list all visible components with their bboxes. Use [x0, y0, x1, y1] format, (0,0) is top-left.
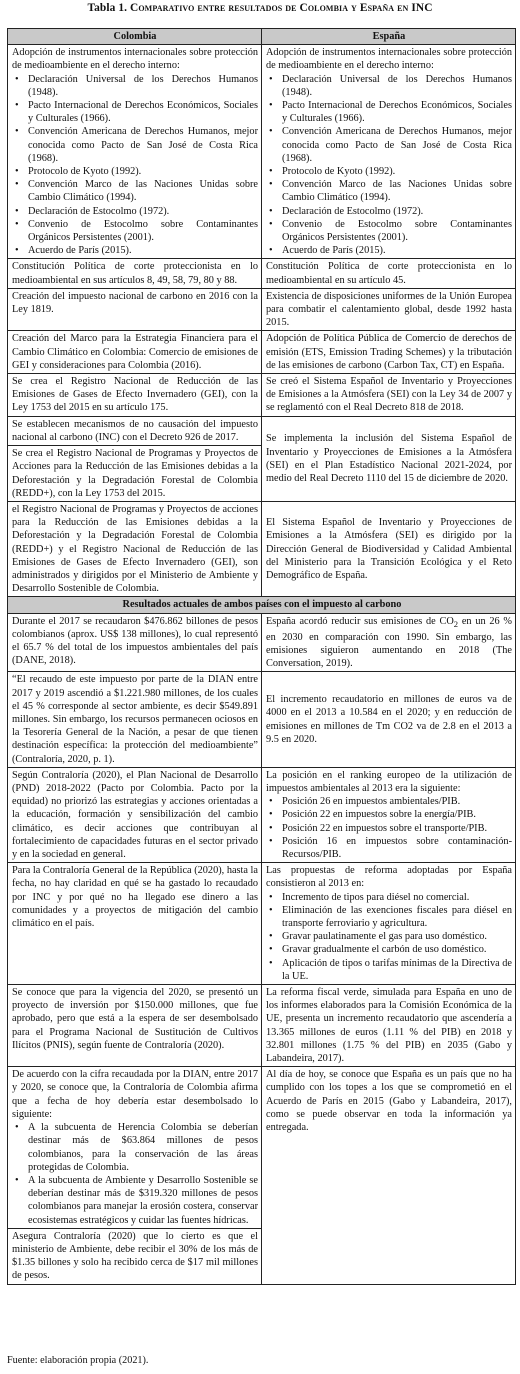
bullet-list	[266, 795, 512, 861]
list-item: • Acuerdo de París (2015).	[280, 244, 512, 257]
cell-espana	[262, 767, 516, 862]
cell-colombia: Se crea el Registro Nacional de Programas y Proyectos de Acciones para la Reducción de las Emisiones debidas a la Deforestación y la Degradación Forestal de Colombia (REDD+), con la Ley 1753 del 2015.	[8, 446, 262, 502]
cell-colombia: Asegura Contraloría (2020) que lo cierto es que el ministerio de Ambiente, debe recibir el 30% de los más de $1.35 billones y solo ha recibido cerca de $17 mil millones de pesos.	[8, 1228, 262, 1284]
list-item: • Convención Americana de Derechos Humanos, mejor conocida como Pacto de San José de Costa Rica (1968).	[26, 125, 258, 165]
cell-colombia: Según Contraloría (2020), el Plan Nacional de Desarrollo (PND) 2018-2022 (Pacto por Colombia. Pacto por la equidad) no priorizó las estrategias y acciones orientadas a la educación, formación y sensibilización del cambio climático, es decir acciones que contribuyan al fortalecimiento de capacidades futuras en el sector privado y en la sociedad en general.	[8, 767, 262, 862]
list-item: • Convención Marco de las Naciones Unidas sobre Cambio Climático (1994).	[280, 178, 512, 204]
cell-intro: Adopción de instrumentos internacionales sobre protección de medioambiente en el derecho interno:	[12, 47, 258, 72]
list-item: • Acuerdo de París (2015).	[26, 244, 258, 257]
cell-colombia: el Registro Nacional de Programas y Proyectos de acciones para la Reducción de las Emisiones debidas a la Deforestación y la Degradación Forestal de Colombia (REDD+) y el Registro Nacional de Reducción de las Emisiones de Gases de Efecto Invernadero (GEI), son administrados y dirigidos por el Ministerio de Ambiente y Desarrollo Sostenible de Colombia.	[8, 501, 262, 596]
list-item: • Convenio de Estocolmo sobre Contaminantes Orgánicos Persistentes (2001).	[280, 218, 512, 244]
cell-colombia: Constitución Política de corte proteccionista en lo medioambiental en sus artículos 8, 49, 58, 79, 80 y 88.	[8, 259, 262, 288]
cell-espana: Al día de hoy, se conoce que España es un país que no ha cumplido con los topes a los que se comprometió en el Acuerdo de París en 2015 (Gabo y Labandeira, 2017), como se puede observar en toda la información ya entregada.	[262, 1067, 516, 1284]
table-title-prefix: Tabla 1.	[87, 2, 131, 14]
cell-colombia: Creación del Marco para la Estrategia Financiera para el Cambio Climático en Colombia: Comercio de emisiones de GEI y consideraciones para Colombia (2016).	[8, 331, 262, 374]
list-item: • Gravar paulatinamente el gas para uso doméstico.	[280, 930, 512, 943]
cell-intro: De acuerdo con la cifra recaudada por la DIAN, entre 2017 y 2020, se conoce que, la Contraloría de Colombia afirma que a fecha de hoy debería estar desembolsado lo siguiente:	[12, 1069, 258, 1120]
list-item: • Protocolo de Kyoto (1992).	[280, 165, 512, 178]
list-item: • Posición 22 en impuestos sobre el transporte/PIB.	[280, 822, 512, 835]
cell-colombia: “El recaudo de este impuesto por parte de la DIAN entre 2017 y 2019 ascendió a $1.221.980 millones, de los cuales el 45 % corresponde al sector ambiente, es decir $549.891 millones. Sin embargo, los recursos permanecen ociosos en la Tesorería General de la Nación, a pesar de que tienen destinación específica: la protección del medioambiente” (Contraloría, 2020, p. 1).	[8, 672, 262, 767]
cell-espana: Se creó el Sistema Español de Inventario y Proyecciones de Emisiones a la Atmósfera (SEI) con la Ley 34 de 2007 y se reglamentó con el Real Decreto 818 de 2018.	[262, 374, 516, 417]
cell-colombia	[8, 45, 262, 259]
header-espana: España	[262, 29, 516, 45]
list-item: • Pacto Internacional de Derechos Económicos, Sociales y Culturales (1966).	[280, 99, 512, 125]
table-row	[8, 501, 516, 596]
bullet-list	[12, 1121, 258, 1227]
table-row	[8, 985, 516, 1067]
cell-espana: El Sistema Español de Inventario y Proyecciones de Emisiones a la Atmósfera (SEI) es dirigido por la Dirección General de Biodiversidad y Calidad Ambiental del Ministerio para la Transición Ecológica y el Reto Demográfico de España.	[262, 501, 516, 596]
list-item: • Declaración de Estocolmo (1972).	[280, 205, 512, 218]
list-item: • A la subcuenta de Herencia Colombia se deberían destinar más de $63.864 millones de pesos colombianos, para la conservación de las áreas protegidas de Colombia.	[26, 1121, 258, 1174]
cell-espana: Constitución Política de corte proteccionista en lo medioambiental en su artículo 45.	[262, 259, 516, 288]
bullet-list	[12, 73, 258, 258]
table-row	[8, 416, 516, 445]
cell-colombia	[8, 1067, 262, 1228]
list-item: • Aplicación de tipos o tarifas mínimas de la Directiva de la UE.	[280, 957, 512, 983]
table-row	[8, 863, 516, 985]
co2-text-post: en un 26 % en 2030 en comparación con 1990. Sin embargo, las emisiones siguieron aumentando en 2018 (The Conversation, 2019).	[266, 615, 512, 670]
list-item: • Posición 16 en impuestos sobre contaminación-Recursos/PIB.	[280, 835, 512, 861]
cell-colombia: Para la Contraloría General de la República (2020), hasta la fecha, no hay claridad en qué se ha gastado lo recaudado por INC y por qué no ha llegado ese dinero a las comunidades y a proyectos de mitigación del cambio climático en el país.	[8, 863, 262, 985]
table-row	[8, 767, 516, 862]
list-item: • Posición 22 en impuestos sobre la energía/PIB.	[280, 808, 512, 821]
table-title-text: Comparativo entre resultados de Colombia y España en INC	[130, 2, 433, 14]
list-item: • Convenio de Estocolmo sobre Contaminantes Orgánicos Persistentes (2001).	[26, 218, 258, 244]
cell-espana	[262, 863, 516, 985]
cell-intro: La posición en el ranking europeo de la utilización de impuestos ambientales al 2013 era la siguiente:	[266, 769, 512, 795]
cell-espana	[262, 45, 516, 259]
table-row	[8, 259, 516, 288]
cell-colombia: Se conoce que para la vigencia del 2020, se presentó un proyecto de inversión por $150.000 millones, que fue aprobado, pero que está a la espera de ser desembolsado para el Programa Nacional de Sustitución de Cultivos Ilícitos (PNIS), según fuente de Contraloría (2020).	[8, 985, 262, 1067]
list-item: • Posición 26 en impuestos ambientales/PIB.	[280, 795, 512, 808]
table-header-row	[8, 29, 516, 45]
table-row	[8, 331, 516, 374]
table-row	[8, 288, 516, 331]
cell-espana: La reforma fiscal verde, simulada para España en uno de los informes elaborados para la Comisión Económica de la UE, presenta un incremento recaudatorio que ascendería a 13.365 millones de euros (1.11 % del PIB) en 2018 y 32.801 millones (1.75 % del PIB) en 2035 (Gabo y Labandeira, 2017).	[262, 985, 516, 1067]
source-note: Fuente: elaboración propia (2021).	[7, 1355, 149, 1366]
header-colombia: Colombia	[8, 29, 262, 45]
list-item: • Incremento de tipos para diésel no comercial.	[280, 891, 512, 904]
cell-espana: Adopción de Política Pública de Comercio de derechos de emisión (ETS, Emission Trading Schemes) y la tributación de las emisiones de carbono (Carbon Tax, CT) en España.	[262, 331, 516, 374]
co2-text-pre: España acordó reducir sus emisiones de CO	[266, 615, 454, 627]
cell-colombia: Creación del impuesto nacional de carbono en 2016 con la Ley 1819.	[8, 288, 262, 331]
cell-intro: Adopción de instrumentos internacionales sobre protección de medioambiente en el derecho interno:	[266, 47, 512, 72]
list-item: • Eliminación de las exenciones fiscales para diésel en transporte ferroviario y agricultura.	[280, 904, 512, 930]
list-item: • Convención Marco de las Naciones Unidas sobre Cambio Climático (1994).	[26, 178, 258, 204]
bullet-list	[266, 891, 512, 983]
section-header-row	[8, 597, 516, 613]
list-item: • Pacto Internacional de Derechos Económicos, Sociales y Culturales (1966).	[26, 99, 258, 125]
list-item: • Gravar gradualmente el carbón de uso doméstico.	[280, 943, 512, 956]
list-item: • Declaración Universal de los Derechos Humanos (1948).	[280, 73, 512, 99]
cell-espana: Se implementa la inclusión del Sistema Español de Inventario y Proyecciones de Emisiones a la Atmósfera (SEI) en el Plan Estadístico Nacional 2021-2024, por medio del Real Decreto 1110 del 15 de diciembre de 2020.	[262, 416, 516, 501]
table-row	[8, 672, 516, 767]
list-item: • Convención Americana de Derechos Humanos, mejor conocida como Pacto de San José de Costa Rica (1968).	[280, 125, 512, 165]
list-item: • Declaración de Estocolmo (1972).	[26, 205, 258, 218]
list-item: • Declaración Universal de los Derechos Humanos (1948).	[26, 73, 258, 99]
cell-espana	[262, 613, 516, 672]
comparison-table	[7, 28, 516, 1285]
table-row	[8, 374, 516, 417]
list-item: • Protocolo de Kyoto (1992).	[26, 165, 258, 178]
cell-colombia: Se crea el Registro Nacional de Reducción de las Emisiones de Gases de Efecto Invernadero (GEI), con la Ley 1753 del 2015 en su artículo 175.	[8, 374, 262, 417]
table-row	[8, 45, 516, 259]
co2-subscript: 2	[453, 618, 459, 629]
table-row	[8, 613, 516, 672]
section-header: Resultados actuales de ambos países con el impuesto al carbono	[8, 597, 516, 613]
table-row	[8, 1067, 516, 1228]
table-title	[0, 2, 520, 14]
list-item: • A la subcuenta de Ambiente y Desarrollo Sostenible se deberían destinar más de $319.320 millones de pesos colombianos para manejar la erosión costera, conservar ecosistemas estratégicos y cuidar las fuentes hídricas.	[26, 1174, 258, 1227]
cell-colombia: Se establecen mecanismos de no causación del impuesto nacional al carbono (INC) con el Decreto 926 de 2017.	[8, 416, 262, 445]
bullet-list	[266, 73, 512, 258]
cell-espana: Existencia de disposiciones uniformes de la Unión Europea para combatir el calentamiento global, desde 1992 hasta 2015.	[262, 288, 516, 331]
cell-colombia: Durante el 2017 se recaudaron $476.862 billones de pesos colombianos (aprox. US$ 138 millones), lo cual representó el 65.7 % del total de los impuestos ambientales del país (DANE, 2018).	[8, 613, 262, 672]
cell-espana: El incremento recaudatorio en millones de euros va de 4000 en el 2013 a 10.584 en el 2020; y en reducción de emisiones en millones de Tm CO2 va de 2.8 en el 2013 a 9.5 en 2020.	[262, 672, 516, 767]
cell-intro: Las propuestas de reforma adoptadas por España consistieron al 2013 en:	[266, 865, 512, 890]
